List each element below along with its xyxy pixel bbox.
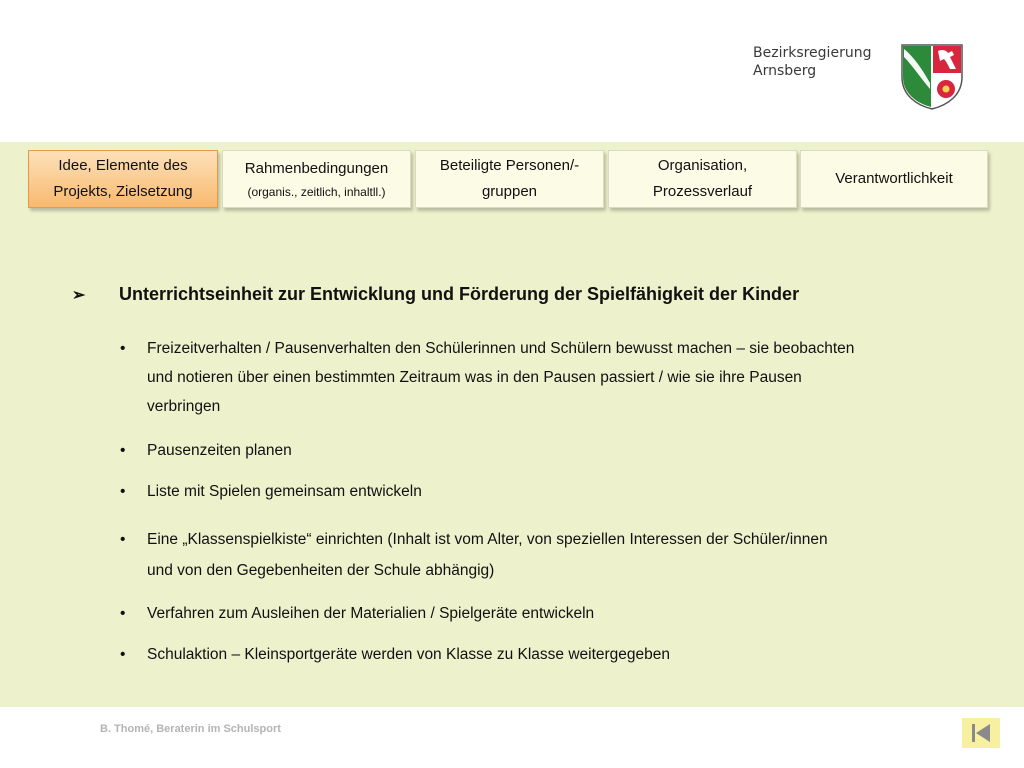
nav-tab-label-line1: Rahmenbedingungen [244,160,389,177]
bullet-item [120,436,947,465]
section-heading [72,284,799,305]
bullet-dot-icon: • [120,531,126,548]
org-name [753,44,871,80]
bullet-dot-icon: • [120,605,126,622]
arrow-bullet-icon: ➢ [72,286,86,304]
bullet-text-line: Freizeitverhalten / Pausenverhalten den Schülerinnen und Schülern bewusst machen – sie beobachten [147,340,855,357]
nrw-coat-of-arms-icon [900,43,964,111]
nav-tab-label-line1: Verantwortlichkeit [835,170,953,187]
org-name-line1: Bezirksregierung [753,45,872,61]
bullet-text [147,334,947,421]
bullet-text-line: Pausenzeiten planen [147,442,292,459]
bullet-text-line: Verfahren zum Ausleihen der Materialien / Spielgeräte entwickeln [147,605,595,622]
nav-tab-3[interactable] [415,150,604,208]
nav-tab-5[interactable] [800,150,988,208]
bullet-dot-icon: • [120,442,126,459]
nav-tab-1[interactable] [28,150,218,208]
nav-tab-label-line2: (organis., zeitlich, inhaltll.) [247,185,386,199]
bullet-text [147,599,947,628]
bullet-text [147,524,947,586]
bullet-text-line: Eine „Klassenspielkiste“ einrichten (Inhalt ist vom Alter, von speziellen Interessen der Schüler/innen [147,531,828,548]
bullet-item [120,524,947,586]
bullet-text-line: verbringen [147,398,221,415]
bullet-text [147,436,947,465]
nav-tab-label-line1: Organisation, [657,157,748,174]
bullet-item [120,477,947,506]
bullet-text-line: Schulaktion – Kleinsportgeräte werden von Klasse zu Klasse weitergegeben [147,646,671,663]
nav-tab-label-line2: gruppen [481,183,538,200]
nav-tab-2[interactable] [222,150,411,208]
bullet-text-line: und von den Gegebenheiten der Schule abhängig) [147,562,495,579]
bullet-dot-icon: • [120,483,126,500]
nav-tab-label-line2: Projekts, Zielsetzung [53,183,193,200]
bullet-dot-icon: • [120,646,126,663]
bullet-item [120,599,947,628]
section-heading-text: Unterrichtseinheit zur Entwicklung und Förderung der Spielfähigkeit der Kinder [119,284,800,304]
back-to-start-button[interactable] [962,718,1000,748]
bullet-text [147,477,947,506]
nav-tab-label-line1: Idee, Elemente des [58,157,188,174]
bullet-item [120,334,947,421]
bullet-text-line: und notieren über einen bestimmten Zeitraum was in den Pausen passiert / wie sie ihre Pausen [147,369,802,386]
org-name-line2: Arnsberg [753,63,817,79]
footer [0,707,1024,768]
bullet-text-line: Liste mit Spielen gemeinsam entwickeln [147,483,422,500]
nav-tab-4[interactable] [608,150,797,208]
nav-tab-label-line2: Prozessverlauf [652,183,753,200]
bullet-dot-icon: • [120,340,126,357]
bullet-item [120,640,947,669]
back-to-start-icon [970,722,992,744]
bullet-text [147,640,947,669]
nav-tab-label-line1: Beteiligte Personen/- [439,157,580,174]
author-credit: B. Thomé, Beraterin im Schulsport [100,723,281,735]
